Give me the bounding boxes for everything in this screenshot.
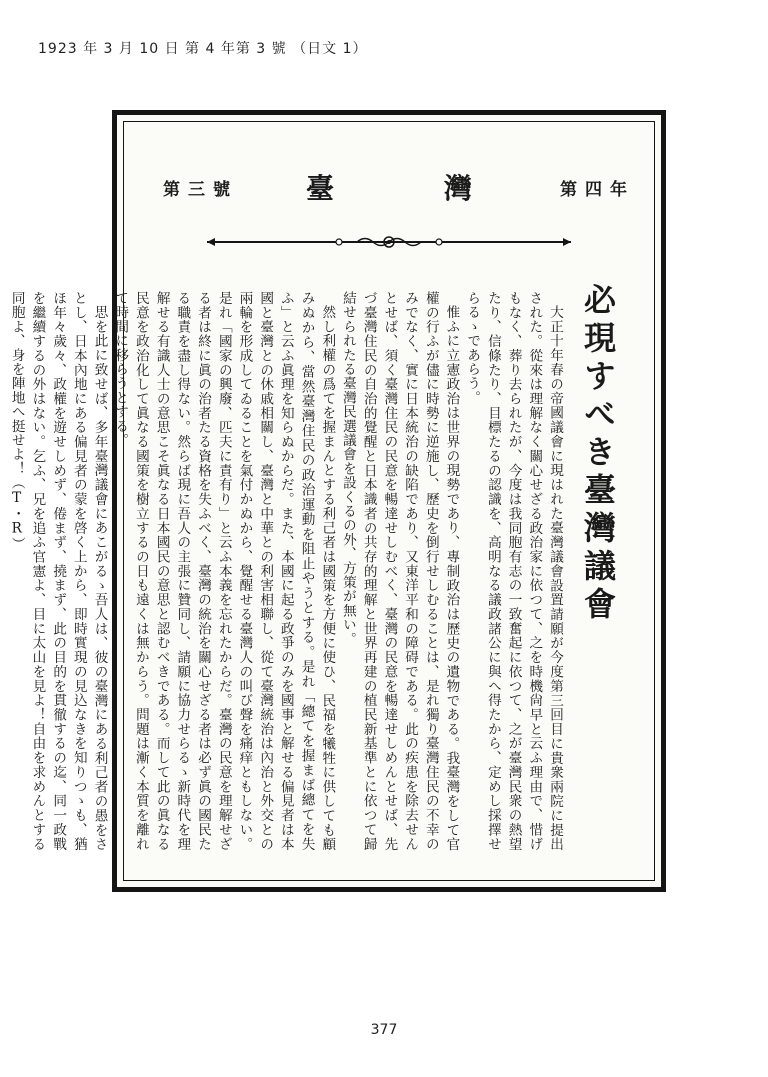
article-headline: 必現すべき臺灣議會 <box>579 283 617 625</box>
masthead-year: 第四年 <box>560 180 635 200</box>
article-paragraph: 然し利權の爲てを握まんとする利己者は國策を方便に使ひ、民福を犧牲に供しても顧みぬから、當然臺灣住民の政治運動を阻止やうとする。是れ「總てを握まば總てを失ふ」と云ふ眞理を知らぬからだ。また、本國に起る政爭のみを國事と解せる偏見者は本國と臺灣との休戚相關し、臺灣と中華との利害相聯し、從て臺灣統治は內治と外交との兩輪を形成してゐることを氣付かぬから、覺醒せる臺灣人の叫び聲を痛痒ともしない。是れ「國家の興廢、匹夫に責有り」と云ふ本義を忘れたからだ。臺灣の民意を理解せざる者は終に眞の治者たる資格を失ふべく、臺灣の統治を關心せざる者は必ず眞の國民たる職責を盡し得ない。然らば現に吾人の主張に贊同し、請願に協力せらるゝ新時代を理解せる有識人士の意思こそ眞なる日本國民の意思と認むべきである。而して此の眞なる民意を政治化して眞なる國策を樹立するの日も遠くは無からう。問題は漸く本質を離れて時間に移らうとする。 <box>112 291 336 851</box>
article-paragraph-text: 思を此に致せば、多年臺灣議會にあこがるゝ吾人は、彼の臺灣にある利己者の愚をさとし、日本內地にある偏見者の蒙を啓く上から、即時實現の見込なきを知りつゝも、猶ほ年々歲々、政權を遊せしめず、倦まず、撓まず、此の目的を貫徹するの迄、同一政戰を繼續するの外はない。乞ふ、兄を追ふ官憲よ、目に太山を見よ！自由を求めんとする同胞よ、身を陣地へ挺せよ！ <box>8 291 108 851</box>
newspaper-page-frame <box>8 110 666 892</box>
page-number: 377 <box>370 1022 398 1038</box>
article-paragraph <box>6 291 110 851</box>
masthead <box>117 167 661 207</box>
article-body <box>8 291 565 851</box>
article-paragraph: 大正十年春の帝國議會に現はれた臺灣議會設置請願が今度第三回目に貴衆兩院に提出された。從來は理解なく關心せざる政治家に依つて、之を時機尙早と云ふ理由で、惜げもなく、葬り去られたが、今度は我同胞有志の一致奮起に依つて、之が臺灣民衆の熱望たり、信條たり、目標たるの認識を、高明なる議政諸公に與へ得たから、定めし採擇せらるゝであらう。 <box>464 291 563 851</box>
masthead-title: 臺灣 <box>305 172 582 205</box>
article-signature: （T・R） <box>8 475 25 552</box>
ornamental-rule <box>207 234 571 250</box>
article-paragraph: 惟ふに立憲政治は世界の現勢であり、專制政治は歷史の遺物である。我臺灣をして官權の行ふが儘に時勢に逆施し、歷史を倒行せしむることは、是れ獨り臺灣住民の不幸のみでなく、實に日本統治の缺陷であり、又東洋平和の障碍である。此の疾患を除去せんとせば、須く臺灣住民の民意を暢達せしむべく、臺灣の民意を暢達せしめんとせば、先づ臺灣住民の自治的覺醒と日本識者の共存的理解と世界再建の植民新基準とに依つて歸結せられたる臺灣民選議會を設くるの外、方策が無い。 <box>339 291 460 851</box>
masthead-issue: 第三號 <box>163 180 238 200</box>
page-header-reference: 1923 年 3 月 10 日 第 4 年第 3 號 （日文 1） <box>38 41 368 57</box>
